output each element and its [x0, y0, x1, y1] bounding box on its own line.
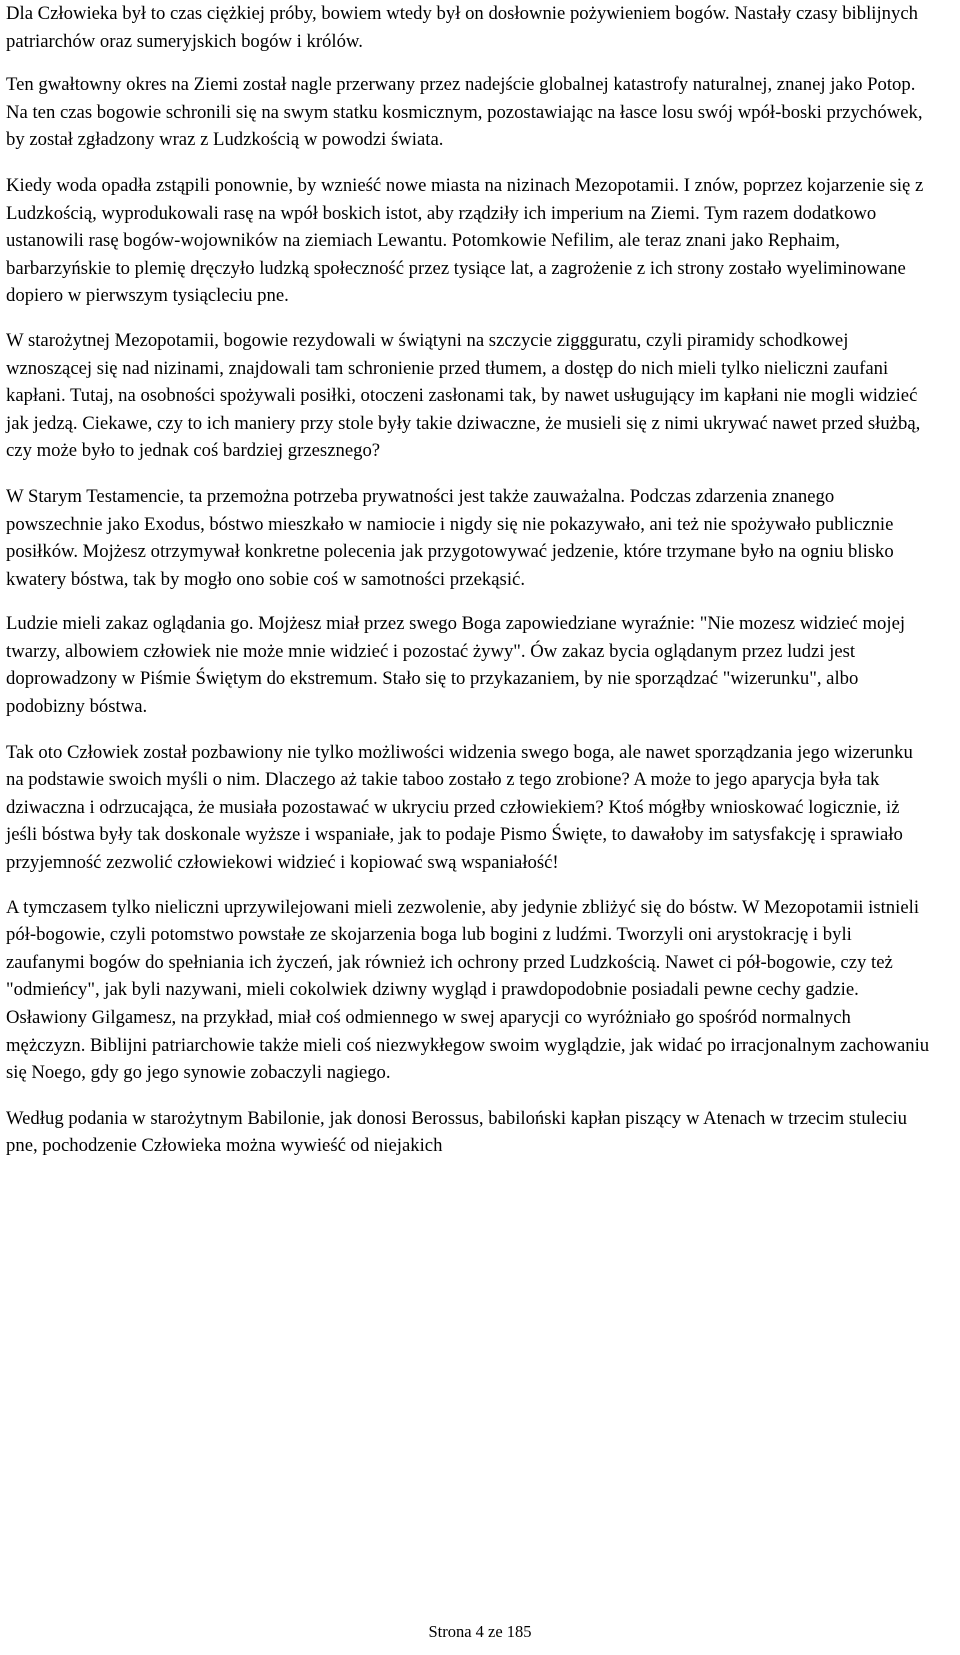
- paragraph-6: Ludzie mieli zakaz oglądania go. Mojżesz miał przez swego Boga zapowiedziane wyraźnie: "Nie mozesz widzieć mojej twarzy, albowiem człowiek nie może mnie widzieć i pozostać żywy". Ów zakaz bycia oglądanym przez ludzi jest doprowadzony w Piśmie Świętym do ekstremum. Stało się to przykazaniem, by nie sporządzać "wizerunku", albo podobizny bóstwa.: [6, 613, 906, 718]
- paragraph-3: Kiedy woda opadła zstąpili ponownie, by wznieść nowe miasta na nizinach Mezopotamii. I znów, poprzez kojarzenie się z Ludzkością, wyprodukowali rasę na wpół boskich istot, aby rządziły ich imperium na Ziemi. Tym razem dodatkowo ustanowili rasę bogów-wojowników na ziemiach Lewantu. Potomkowie Nefilim, ale teraz znani jako Rephaim, barbarzyńskie to plemię dręczyło ludzką społeczność przez tysiące lat, a zagrożenie z ich strony zostało wyeliminowane dopiero w pierwszym tysiącleciu pne.: [6, 174, 924, 307]
- paragraph-5: W Starym Testamencie, ta przemożna potrzeba prywatności jest także zauważalna. Podczas zdarzenia znanego powszechnie jako Exodus, bóstwo mieszkało w namiocie i nigdy się nie pokazywało, ani też nie spożywało publicznie posiłków. Mojżesz otrzymywał konkretne polecenia jak przygotowywać jedzenie, które trzymane było na ogniu blisko kwatery bóstwa, tak by mogło ono sobie coś w samotności przekąsić.: [6, 485, 894, 590]
- page-number-footer: Strona 4 ze 185: [428, 1622, 532, 1641]
- paragraph-2: Ten gwałtowny okres na Ziemi został nagle przerwany przez nadejście globalnej katastrofy naturalnej, znanej jako Potop. Na ten czas bogowie schronili się na swym statku kosmicznym, pozostawiając na łasce losu swój wpół-boski przychówek, by został zgładzony wraz z Ludzkością w powodzi świata.: [6, 74, 923, 151]
- paragraph-4: W starożytnej Mezopotamii, bogowie rezydowali w świątyni na szczycie ziggguratu, czyli piramidy schodkowej wznoszącej się nad nizinami, znajdowali tam schronienie przed tłumem, a dostęp do nich mieli tylko nieliczni zaufani kapłani. Tutaj, na osobności spożywali posiłki, otoczeni zasłonami tak, by nawet usługujący im kapłani nie mogli widzieć jak jedzą. Ciekawe, czy to ich maniery przy stole były takie dziwaczne, że musieli się z nimi ukrywać nawet przed służbą, czy może było to jednak coś bardziej grzesznego?: [6, 329, 921, 462]
- paragraph-7: Tak oto Człowiek został pozbawiony nie tylko możliwości widzenia swego boga, ale nawet sporządzania jego wizerunku na podstawie swoich myśli o nim. Dlaczego aż takie taboo zostało z tego zrobione? A może to jego aparycja była tak dziwaczna i odrzucająca, że musiała pozostawać w ukryciu przed człowiekiem? Ktoś mógłby wnioskować logicznie, iż jeśli bóstwa były tak doskonale wyższe i wspaniałe, jak to podaje Pismo Święte, to dawałoby im satysfakcję i sprawiało przyjemność zezwolić człowiekowi widzieć i kopiować swą wspaniałość!: [6, 741, 913, 874]
- document-body: [6, 0, 932, 1177]
- paragraph-9: Według podania w starożytnym Babilonie, jak donosi Berossus, babiloński kapłan piszący w Atenach w trzecim stuleciu pne, pochodzenie Człowieka można wywieść od niejakich: [6, 1107, 908, 1157]
- paragraph-1: Dla Człowieka był to czas ciężkiej próby, bowiem wtedy był on dosłownie pożywieniem bogów. Nastały czasy biblijnych patriarchów oraz sumeryjskich bogów i królów.: [6, 3, 918, 52]
- paragraph-8: A tymczasem tylko nieliczni uprzywilejowani mieli zezwolenie, aby jedynie zbliżyć się do bóstw. W Mezopotamii istnieli pół-bogowie, czyli potomstwo powstałe ze skojarzenia boga lub bogini z ludźmi. Tworzyli oni arystokrację i byli zaufanymi bogów do spełniania ich życzeń, jak również ich ochrony przed Ludzkością. Nawet ci pół-bogowie, czy też "odmieńcy", jak byli nazywani, mieli cokolwiek dziwny wygląd i prawdopodobnie posiadali pewne cechy gadzie. Osławiony Gilgamesz, na przykład, miał coś odmiennego w swej aparycji co wyróżniało go spośród normalnych mężczyzn. Biblijni patriarchowie także mieli coś niezwykłegow swoim wyglądzie, jak widać po irracjonalnym zachowaniu się Noego, gdy go jego synowie zobaczyli nagiego.: [6, 896, 930, 1084]
